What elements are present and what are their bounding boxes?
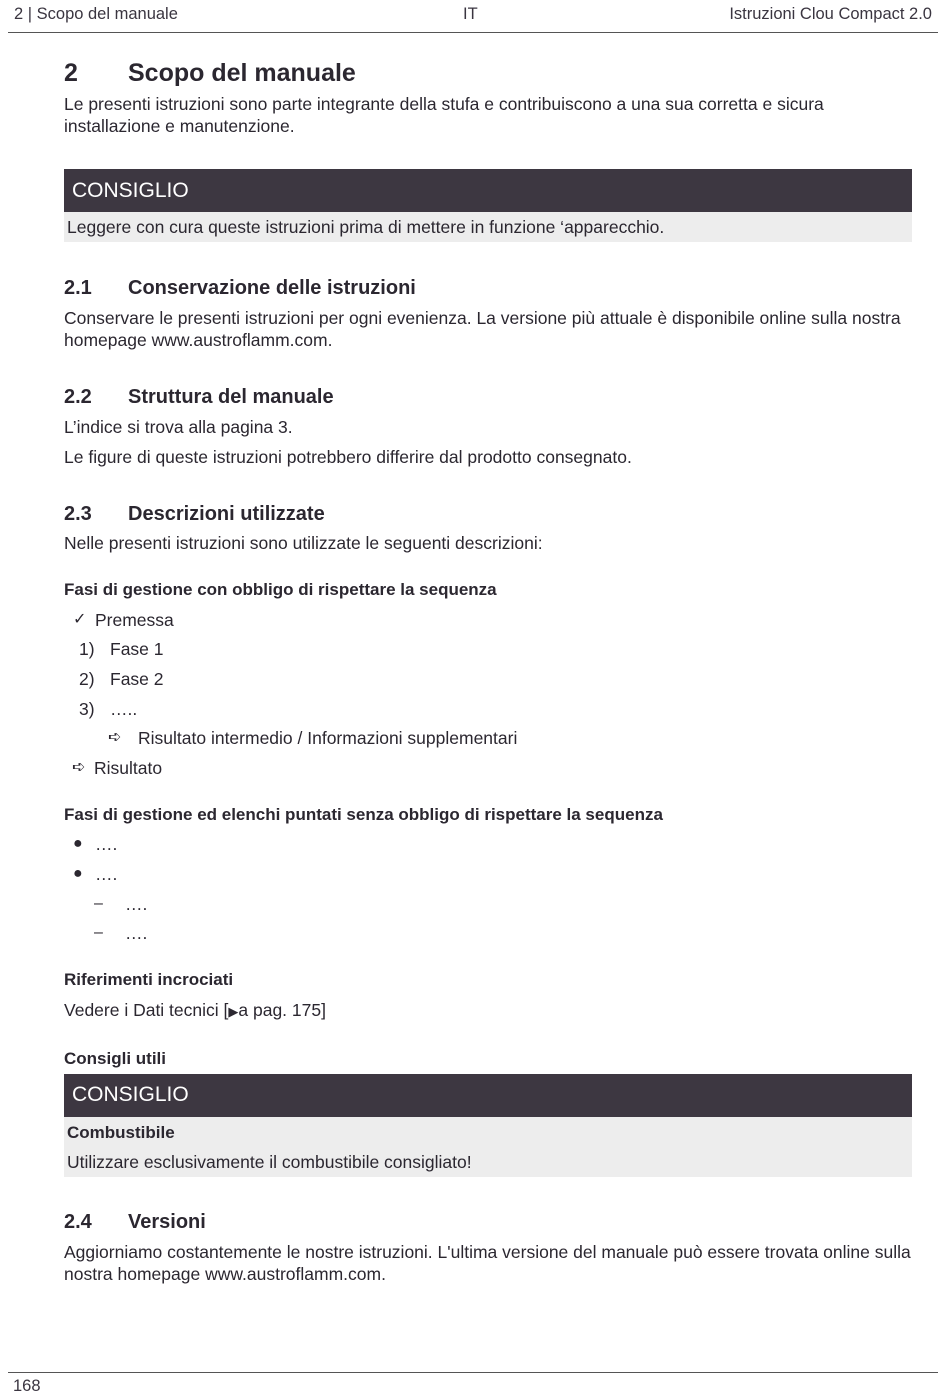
useful-tips-label: Consigli utili [64,1048,166,1068]
index-reference-text: L’indice si trova alla pagina 3. [64,417,293,437]
step-number: 3) [79,698,95,719]
page-header [8,4,938,33]
subsection-text: Aggiorniamo costantemente le nostre istruzioni. L'ultima versione del manuale può essere trovata online sulla nostra homepage www.austroflamm.com. [64,1241,911,1284]
section-title: Scopo del manuale [128,58,356,87]
page-number: 168 [13,1377,41,1395]
list-item [64,635,912,665]
step-number: 2) [79,668,95,689]
header-chapter: 2 | Scopo del manuale [14,5,178,23]
list-item [64,889,912,919]
subbullet-text: …. [125,923,148,944]
page-footer [8,1372,938,1395]
checkmark-icon: ✓ [73,610,87,628]
bullet-icon: ● [73,835,83,853]
dash-icon: – [94,894,103,912]
section-intro: Le presenti istruzioni sono parte integrante della stufa e contribuiscono a una sua corretta e sicura installazione e manutenzione. [64,94,824,136]
subsection-title: Descrizioni utilizzate [128,502,325,525]
cross-reference-prefix: Vedere i Dati tecnici [ [64,999,229,1020]
notice-heading: CONSIGLIO [64,1074,912,1117]
sequence-list [64,605,912,783]
header-language: IT [463,5,478,23]
list-item [64,830,912,860]
list-item [64,753,912,783]
step-number: 1) [79,639,95,660]
header-document-title: Istruzioni Clou Compact 2.0 [729,5,932,23]
arrow-right-icon: ➪ [108,729,122,747]
unordered-steps-label: Fasi di gestione ed elenchi puntati senza obbligo di rispettare la sequenza [64,804,663,824]
bullet-list [64,830,912,948]
list-item [64,859,912,889]
subsection-heading-2-3 [64,500,912,528]
subsection-number: 2.2 [64,385,92,408]
arrow-right-icon: ➪ [72,758,86,776]
notice-heading: CONSIGLIO [64,169,912,212]
figures-disclaimer-text: Le figure di queste istruzioni potrebbero differire dal prodotto consegnato. [64,447,632,467]
bullet-text: …. [95,834,118,855]
list-item [64,694,912,724]
subsection-number: 2.1 [64,276,92,299]
notice-text: Leggere con cura queste istruzioni prima di mettere in funzione ‘apparecchio. [64,212,912,242]
dash-icon: – [94,924,103,942]
subsection-heading-2-4 [64,1209,912,1237]
subsection-text: Conservare le presenti istruzioni per ogni evenienza. La versione più attuale è disponibile online sulla nostra homepage www.austroflamm.com. [64,308,901,350]
step-text: Fase 2 [110,668,164,689]
intermediate-result-text: Risultato intermedio / Informazioni supplementari [138,728,518,749]
list-item [64,918,912,948]
list-item [64,723,912,753]
sequence-steps-label: Fasi di gestione con obbligo di rispettare la sequenza [64,580,497,599]
subsection-heading-2-1 [64,274,912,302]
notice-box [64,1074,912,1177]
notice-text: Utilizzare esclusivamente il combustibile consigliato! [67,1151,472,1172]
result-text: Risultato [94,757,163,778]
bullet-text: …. [95,863,118,884]
notice-body [64,1117,912,1177]
list-item [64,605,912,635]
subsection-number: 2.4 [64,1211,92,1234]
subbullet-text: …. [125,893,148,914]
subsection-heading-2-2 [64,383,912,411]
bullet-icon: ● [73,864,83,882]
notice-box [64,169,912,242]
step-text: Fase 1 [110,639,164,660]
step-text: ….. [110,698,138,719]
subsection-number: 2.3 [64,502,92,525]
subsection-title: Versioni [128,1211,206,1234]
cross-reference-example [64,999,912,1023]
page-content [64,56,912,1285]
premise-text: Premessa [95,609,174,630]
descriptions-intro: Nelle presenti istruzioni sono utilizzate le seguenti descrizioni: [64,533,543,553]
triangle-right-icon: ▶ [228,1003,239,1019]
section-number: 2 [64,58,78,87]
notice-subheading: Combustibile [67,1122,175,1142]
cross-reference-link[interactable]: a pag. 175] [238,999,326,1020]
subsection-title: Conservazione delle istruzioni [128,276,416,299]
cross-references-label: Riferimenti incrociati [64,969,234,989]
subsection-title: Struttura del manuale [128,385,334,408]
list-item [64,664,912,694]
section-heading [64,56,912,90]
